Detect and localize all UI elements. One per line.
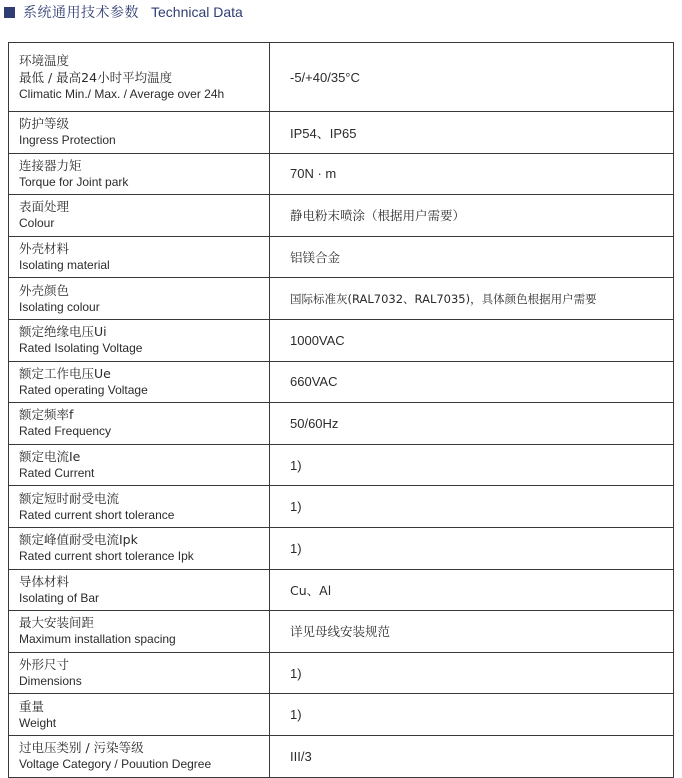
table-row (8, 486, 674, 528)
row-label (8, 694, 270, 735)
row-value: 1000VAC (270, 320, 674, 361)
label-en: Climatic Min./ Max. / Average over 24h (19, 86, 225, 101)
label-cn: 导体材料 (19, 573, 70, 589)
row-value: 静电粉末喷涂（根据用户需要） (270, 195, 674, 236)
row-label (8, 445, 270, 486)
label-cn: 外壳材料 (19, 241, 70, 257)
table-row (8, 653, 674, 695)
row-value: 1) (270, 486, 674, 527)
row-value: -5/+40/35°C (270, 43, 674, 111)
table-row (8, 403, 674, 445)
section-title-en: Technical Data (151, 4, 243, 20)
label-en: Rated Isolating Voltage (19, 341, 143, 356)
label-en: Ingress Protection (19, 133, 116, 148)
label-cn: 额定绝缘电压Ui (19, 324, 107, 340)
row-label (8, 528, 270, 569)
table-row (8, 362, 674, 404)
row-label (8, 736, 270, 777)
row-value: 国际标准灰(RAL7032、RAL7035)，具体颜色根据用户需要 (270, 278, 674, 319)
row-value: 1) (270, 445, 674, 486)
label-cn: 额定电流Ie (19, 449, 81, 465)
table-row (8, 278, 674, 320)
section-title-cn: 系统通用技术参数 (23, 5, 139, 21)
label-en: Maximum installation spacing (19, 632, 176, 647)
row-value: 1) (270, 528, 674, 569)
row-value: 详见母线安装规范 (270, 611, 674, 652)
row-label (8, 112, 270, 153)
row-label (8, 43, 270, 111)
label-cn: 连接器力矩 (19, 157, 82, 173)
label-cn: 额定峰值耐受电流Ipk (19, 532, 138, 548)
section-header (4, 0, 243, 24)
table-row (8, 154, 674, 196)
label-en: Isolating colour (19, 299, 100, 314)
label-en: Torque for Joint park (19, 174, 129, 189)
row-value: Cu、Al (270, 570, 674, 611)
table-row (8, 528, 674, 570)
table-row (8, 43, 674, 112)
label-en: Isolating of Bar (19, 590, 100, 605)
square-bullet-icon (4, 7, 15, 18)
label-en: Rated operating Voltage (19, 382, 148, 397)
row-label (8, 403, 270, 444)
label-cn: 最大安装间距 (19, 615, 95, 631)
label-cn: 防护等级 (19, 116, 70, 132)
row-label (8, 278, 270, 319)
label-en: Voltage Category / Pouution Degree (19, 757, 212, 772)
row-value: 50/60Hz (270, 403, 674, 444)
row-value: 1) (270, 653, 674, 694)
row-label (8, 320, 270, 361)
row-value: 660VAC (270, 362, 674, 403)
row-value: 70N · m (270, 154, 674, 195)
table-row (8, 736, 674, 778)
table-row (8, 694, 674, 736)
label-cn: 过电压类别 / 污染等级 (19, 740, 144, 756)
label-en: Colour (19, 216, 55, 231)
label-en: Rated current short tolerance Ipk (19, 549, 194, 564)
row-label (8, 611, 270, 652)
label-en: Isolating material (19, 258, 110, 273)
row-label (8, 362, 270, 403)
label-cn: 外形尺寸 (19, 657, 70, 673)
label-cn: 重量 (19, 698, 45, 714)
table-row (8, 237, 674, 279)
row-value: 铝镁合金 (270, 237, 674, 278)
row-label (8, 486, 270, 527)
table-row (8, 611, 674, 653)
label-cn: 额定短时耐受电流 (19, 490, 120, 506)
table-row (8, 320, 674, 362)
row-value: III/3 (270, 736, 674, 777)
row-label (8, 195, 270, 236)
row-label (8, 237, 270, 278)
label-cn: 额定频率f (19, 407, 74, 423)
label-cn: 表面处理 (19, 199, 70, 215)
table-row (8, 112, 674, 154)
row-label (8, 570, 270, 611)
label-en: Rated Current (19, 466, 95, 481)
row-value: 1) (270, 694, 674, 735)
label-en: Rated current short tolerance (19, 507, 175, 522)
table-row (8, 445, 674, 487)
table-row (8, 570, 674, 612)
label-cn: 外壳颜色 (19, 282, 70, 298)
row-label (8, 653, 270, 694)
technical-data-table (8, 42, 674, 778)
row-value: IP54、IP65 (270, 112, 674, 153)
label-cn: 额定工作电压Ue (19, 365, 111, 381)
label-en: Dimensions (19, 674, 82, 689)
label-en: Weight (19, 715, 57, 730)
label-cn: 环境温度 (19, 52, 70, 68)
table-row (8, 195, 674, 237)
row-label (8, 154, 270, 195)
label-en: Rated Frequency (19, 424, 112, 439)
label-cn-secondary: 最低 / 最高24小时平均温度 (19, 69, 173, 85)
